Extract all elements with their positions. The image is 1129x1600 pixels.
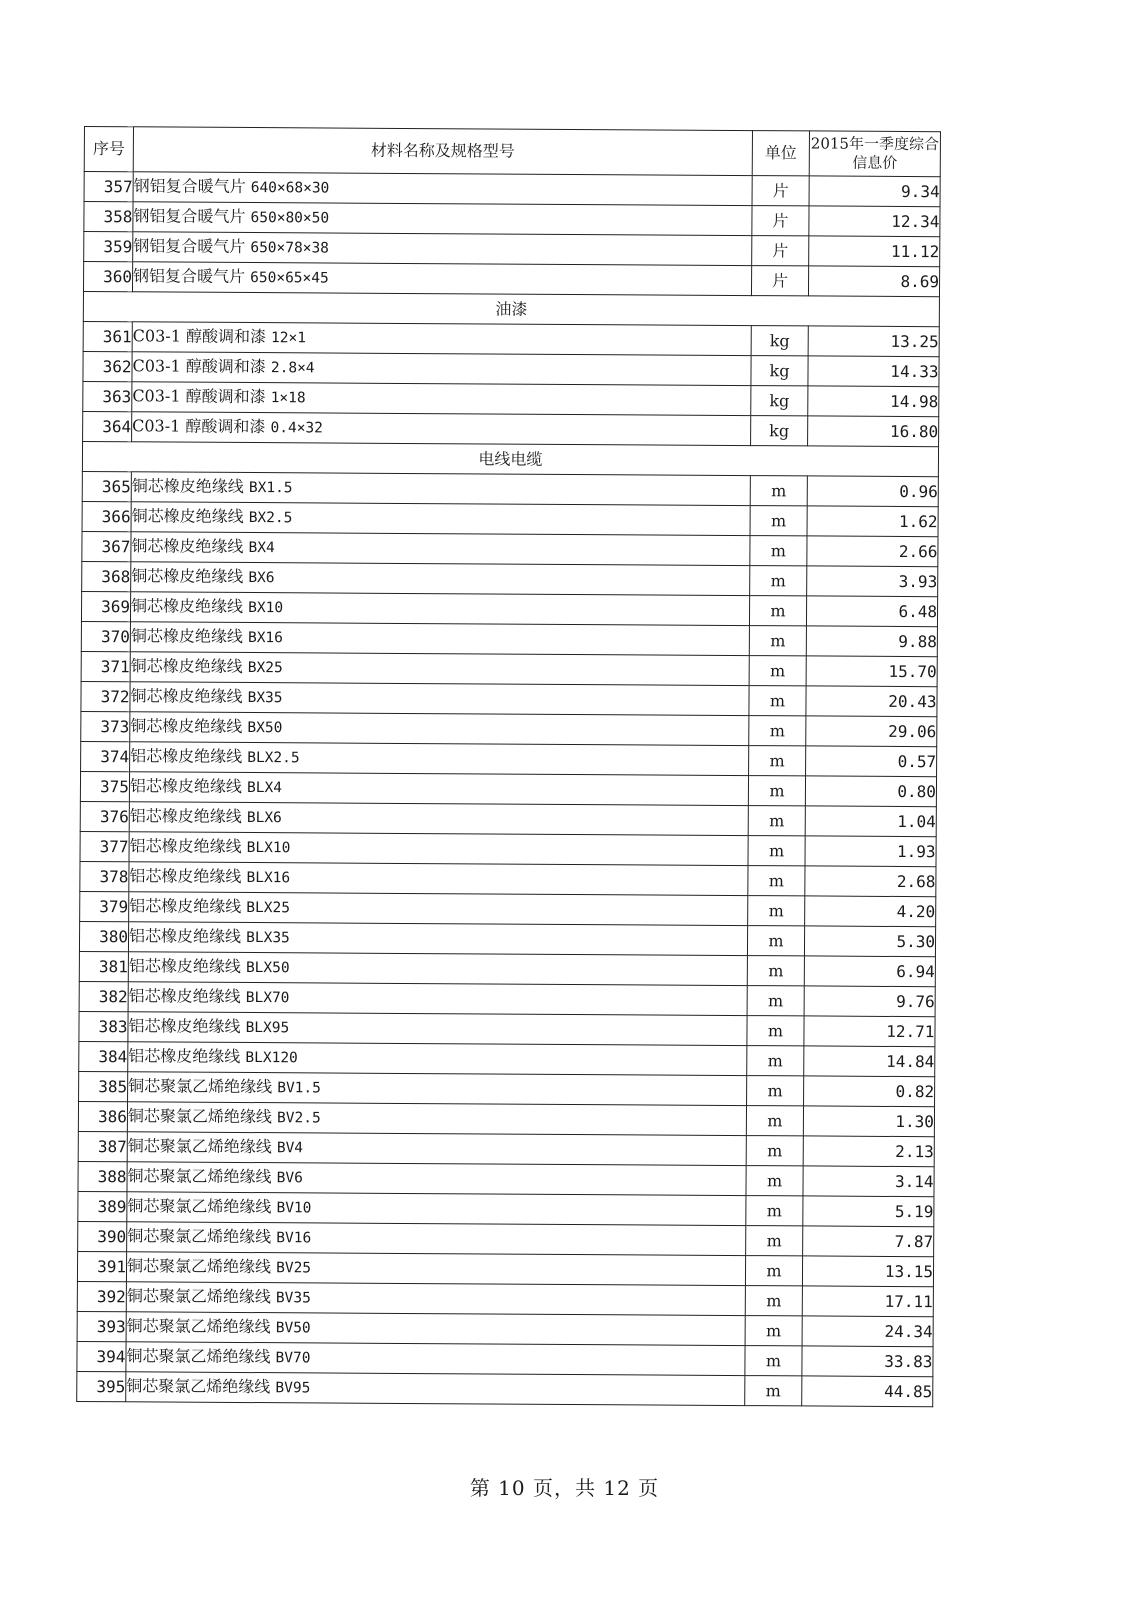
material-spec: BX50 — [247, 720, 283, 737]
unit-cell: m — [747, 1016, 804, 1046]
material-spec: 640×68×30 — [250, 180, 330, 197]
unit-cell: 片 — [752, 236, 809, 266]
material-cell — [132, 412, 751, 446]
material-name: 铜芯橡皮绝缘线 — [130, 626, 243, 646]
header-name: 材料名称及规格型号 — [133, 127, 752, 176]
unit-cell: m — [745, 1286, 802, 1316]
row-number: 394 — [77, 1341, 126, 1371]
unit-cell: m — [746, 1136, 803, 1166]
price-cell: 29.06 — [806, 716, 937, 747]
row-number: 383 — [79, 1011, 128, 1041]
unit-cell: m — [745, 1316, 802, 1346]
price-cell: 14.84 — [804, 1046, 935, 1077]
unit-cell: m — [748, 776, 805, 806]
material-cell — [128, 952, 747, 986]
unit-cell: m — [749, 656, 806, 686]
material-cell — [127, 1102, 746, 1136]
price-cell: 0.96 — [807, 476, 938, 507]
row-number: 380 — [79, 921, 128, 951]
material-cell — [127, 1162, 746, 1196]
material-spec: 2.8×4 — [270, 360, 315, 377]
material-cell — [129, 802, 748, 836]
material-cell — [129, 832, 748, 866]
row-number: 360 — [83, 262, 132, 292]
material-spec: BV4 — [276, 1140, 304, 1157]
material-name: 铜芯聚氯乙烯绝缘线 — [127, 1226, 272, 1247]
material-spec: 650×80×50 — [250, 210, 330, 227]
row-number: 363 — [83, 381, 132, 411]
section-title: 油漆 — [83, 291, 939, 326]
material-spec: BX10 — [248, 600, 284, 617]
unit-cell: 片 — [752, 176, 809, 206]
price-cell: 6.48 — [806, 596, 937, 627]
price-cell: 12.34 — [809, 206, 940, 237]
material-spec: BV2.5 — [277, 1110, 321, 1127]
price-cell: 15.70 — [806, 656, 937, 687]
price-cell: 17.11 — [802, 1286, 933, 1317]
material-spec: BLX95 — [245, 1020, 290, 1037]
material-spec: BLX70 — [245, 990, 290, 1007]
header-price: 2015年一季度综合信息价 — [809, 131, 940, 177]
price-cell: 13.15 — [802, 1256, 933, 1287]
material-cell — [133, 202, 752, 236]
material-name: 钢铝复合暖气片 — [133, 176, 246, 196]
price-cell: 7.87 — [803, 1226, 934, 1257]
material-cell — [126, 1312, 745, 1346]
row-number: 369 — [81, 591, 130, 621]
price-cell: 11.12 — [809, 236, 940, 267]
material-cell — [129, 892, 748, 926]
material-name: 铝芯橡皮绝缘线 — [129, 836, 242, 856]
header-no: 序号 — [84, 127, 133, 172]
row-number: 375 — [80, 771, 129, 801]
row-number: 361 — [83, 321, 132, 351]
material-name: 铜芯聚氯乙烯绝缘线 — [127, 1136, 272, 1157]
price-table — [76, 126, 941, 1407]
material-name: C03-1 醇酸调和漆 — [132, 386, 266, 407]
material-name: 铝芯橡皮绝缘线 — [128, 1046, 241, 1066]
row-number: 388 — [78, 1161, 127, 1191]
price-cell: 6.94 — [804, 956, 935, 987]
material-spec: BLX120 — [245, 1050, 298, 1067]
material-cell — [132, 352, 751, 386]
price-cell: 14.98 — [808, 386, 939, 417]
price-cell: 5.19 — [803, 1196, 934, 1227]
material-spec: BV1.5 — [277, 1080, 321, 1097]
material-name: 铝芯橡皮绝缘线 — [129, 896, 242, 916]
material-cell — [127, 1222, 746, 1256]
material-cell — [126, 1252, 745, 1286]
unit-cell: m — [747, 956, 804, 986]
row-number: 377 — [80, 831, 129, 861]
unit-cell: m — [747, 926, 804, 956]
material-spec: BLX16 — [246, 870, 291, 887]
material-spec: BV10 — [276, 1200, 312, 1217]
material-name: 铜芯聚氯乙烯绝缘线 — [128, 1076, 273, 1097]
unit-cell: m — [747, 986, 804, 1016]
price-cell: 5.30 — [804, 926, 935, 957]
unit-cell: m — [749, 746, 806, 776]
row-number: 386 — [78, 1101, 127, 1131]
price-cell: 14.33 — [808, 356, 939, 387]
header-unit: 单位 — [752, 131, 809, 176]
material-cell — [130, 592, 749, 626]
material-name: 铜芯橡皮绝缘线 — [131, 536, 244, 556]
material-name: 铜芯聚氯乙烯绝缘线 — [126, 1286, 271, 1307]
material-spec: BV35 — [275, 1290, 311, 1307]
material-name: 铜芯橡皮绝缘线 — [131, 506, 244, 526]
unit-cell: m — [745, 1346, 802, 1376]
material-name: 铜芯橡皮绝缘线 — [130, 686, 243, 706]
material-spec: 0.4×32 — [270, 420, 323, 437]
material-name: 铜芯聚氯乙烯绝缘线 — [127, 1166, 272, 1187]
material-name: 铝芯橡皮绝缘线 — [128, 1016, 241, 1036]
material-name: 铜芯聚氯乙烯绝缘线 — [126, 1376, 271, 1397]
material-name: 铝芯橡皮绝缘线 — [129, 866, 242, 886]
material-cell — [126, 1282, 745, 1316]
material-spec: BV16 — [276, 1230, 312, 1247]
material-cell — [128, 922, 747, 956]
row-number: 373 — [81, 711, 130, 741]
unit-cell: m — [748, 866, 805, 896]
material-spec: BV70 — [275, 1350, 311, 1367]
unit-cell: m — [750, 506, 807, 536]
material-spec: BLX25 — [246, 900, 291, 917]
price-cell: 0.57 — [806, 746, 937, 777]
material-spec: 650×65×45 — [250, 270, 329, 287]
row-number: 374 — [81, 741, 130, 771]
price-cell: 9.34 — [809, 176, 940, 207]
row-number: 364 — [83, 411, 132, 441]
material-name: 铜芯聚氯乙烯绝缘线 — [126, 1346, 271, 1367]
material-cell — [128, 1012, 747, 1046]
row-number: 392 — [77, 1281, 126, 1311]
price-cell: 2.68 — [805, 866, 936, 897]
price-cell: 1.04 — [805, 806, 936, 837]
material-spec: BX6 — [248, 570, 275, 587]
unit-cell: m — [749, 626, 806, 656]
unit-cell: 片 — [752, 206, 809, 236]
material-name: 钢铝复合暖气片 — [133, 236, 246, 256]
unit-cell: m — [750, 476, 807, 506]
price-cell: 44.85 — [802, 1376, 933, 1407]
price-cell: 9.88 — [806, 626, 937, 657]
material-cell — [127, 1132, 746, 1166]
row-number: 390 — [78, 1221, 127, 1251]
price-cell: 2.13 — [803, 1136, 934, 1167]
material-cell — [127, 1192, 746, 1226]
unit-cell: m — [746, 1106, 803, 1136]
material-name: 铝芯橡皮绝缘线 — [128, 956, 241, 976]
row-number: 358 — [84, 202, 133, 232]
material-cell — [131, 562, 750, 596]
row-number: 382 — [79, 981, 128, 1011]
price-cell: 24.34 — [802, 1316, 933, 1347]
price-cell: 8.69 — [808, 266, 939, 297]
row-number: 393 — [77, 1311, 126, 1341]
unit-cell: kg — [751, 416, 808, 446]
section-title: 电线电缆 — [82, 441, 938, 476]
row-number: 391 — [77, 1251, 126, 1281]
material-spec: BX2.5 — [248, 510, 293, 527]
row-number: 379 — [80, 891, 129, 921]
unit-cell: m — [746, 1196, 803, 1226]
row-number: 362 — [83, 351, 132, 381]
material-spec: 1×18 — [270, 390, 306, 407]
material-cell — [131, 472, 750, 506]
material-cell — [128, 982, 747, 1016]
material-name: C03-1 醇酸调和漆 — [132, 416, 266, 437]
material-cell — [132, 382, 751, 416]
material-spec: BX16 — [247, 630, 283, 647]
unit-cell: m — [748, 836, 805, 866]
row-number: 376 — [80, 801, 129, 831]
unit-cell: kg — [751, 326, 808, 356]
material-name: 铜芯橡皮绝缘线 — [131, 566, 244, 586]
material-cell — [128, 1072, 747, 1106]
material-cell — [130, 682, 749, 716]
row-number: 359 — [84, 232, 133, 262]
material-name: C03-1 醇酸调和漆 — [132, 356, 266, 377]
row-number: 370 — [81, 621, 130, 651]
material-name: 铜芯聚氯乙烯绝缘线 — [127, 1106, 273, 1127]
material-spec: BLX2.5 — [247, 750, 300, 767]
material-name: 铜芯聚氯乙烯绝缘线 — [127, 1196, 272, 1217]
unit-cell: m — [745, 1376, 802, 1406]
price-cell: 4.20 — [805, 896, 936, 927]
row-number: 395 — [77, 1371, 126, 1401]
price-cell: 1.62 — [807, 506, 938, 537]
unit-cell: m — [749, 716, 806, 746]
price-cell: 2.66 — [807, 536, 938, 567]
price-cell: 13.25 — [808, 326, 939, 357]
price-cell: 33.83 — [802, 1346, 933, 1377]
unit-cell: m — [749, 686, 806, 716]
unit-cell: m — [747, 1046, 804, 1076]
material-spec: BLX50 — [245, 960, 290, 977]
material-cell — [133, 172, 752, 206]
material-cell — [128, 1042, 747, 1076]
row-number: 372 — [81, 681, 130, 711]
price-cell: 9.76 — [804, 986, 935, 1017]
material-cell — [129, 772, 748, 806]
material-cell — [129, 862, 748, 896]
material-cell — [132, 262, 751, 296]
unit-cell: m — [746, 1166, 803, 1196]
row-number: 384 — [79, 1041, 128, 1071]
row-number: 366 — [82, 501, 131, 531]
material-cell — [130, 652, 749, 686]
material-cell — [131, 532, 750, 566]
material-spec: BV25 — [276, 1260, 312, 1277]
unit-cell: m — [745, 1256, 802, 1286]
material-name: 铜芯橡皮绝缘线 — [130, 656, 243, 676]
unit-cell: m — [750, 566, 807, 596]
row-number: 357 — [84, 172, 133, 202]
price-cell: 3.14 — [803, 1166, 934, 1197]
material-spec: BLX35 — [246, 930, 290, 947]
material-cell — [130, 622, 749, 656]
row-number: 367 — [82, 531, 131, 561]
price-cell: 0.82 — [804, 1076, 935, 1107]
material-cell — [133, 232, 752, 266]
page-number: 第 10 页，共 12 页 — [469, 1476, 660, 1500]
unit-cell: kg — [751, 356, 808, 386]
price-cell: 3.93 — [807, 566, 938, 597]
price-cell: 12.71 — [804, 1016, 935, 1047]
material-name: 铜芯橡皮绝缘线 — [131, 476, 244, 496]
material-name: 铜芯聚氯乙烯绝缘线 — [126, 1256, 272, 1277]
price-cell: 0.80 — [805, 776, 936, 807]
table-header-row — [84, 127, 940, 177]
row-number: 368 — [82, 561, 131, 591]
material-spec: BX25 — [247, 660, 283, 677]
material-spec: BV95 — [275, 1380, 311, 1397]
row-number: 385 — [79, 1071, 128, 1101]
material-name: 铜芯聚氯乙烯绝缘线 — [126, 1316, 271, 1337]
price-cell: 20.43 — [806, 686, 937, 717]
price-cell: 16.80 — [808, 416, 939, 447]
material-cell — [126, 1342, 745, 1376]
unit-cell: m — [748, 806, 805, 836]
material-name: 铝芯橡皮绝缘线 — [129, 806, 242, 826]
material-spec: BX35 — [247, 690, 283, 707]
unit-cell: m — [748, 896, 805, 926]
material-cell — [130, 742, 749, 776]
material-cell — [130, 712, 749, 746]
price-cell: 1.30 — [803, 1106, 934, 1137]
unit-cell: m — [749, 596, 806, 626]
material-spec: 650×78×38 — [250, 240, 329, 257]
row-number: 378 — [80, 861, 129, 891]
material-cell — [131, 502, 750, 536]
row-number: 365 — [82, 471, 131, 501]
unit-cell: m — [747, 1076, 804, 1106]
material-spec: BX1.5 — [248, 480, 293, 497]
material-name: 铝芯橡皮绝缘线 — [128, 926, 242, 946]
table-row — [77, 1371, 933, 1406]
material-name: C03-1 醇酸调和漆 — [132, 326, 267, 347]
unit-cell: m — [746, 1226, 803, 1256]
unit-cell: 片 — [751, 266, 808, 296]
row-number: 381 — [79, 951, 128, 981]
table-body — [77, 172, 940, 1407]
material-name: 铝芯橡皮绝缘线 — [128, 986, 241, 1006]
material-name: 铝芯橡皮绝缘线 — [130, 746, 243, 766]
row-number: 387 — [78, 1131, 127, 1161]
material-spec: BLX4 — [247, 780, 283, 797]
material-spec: BLX10 — [246, 840, 291, 857]
material-cell — [132, 322, 751, 356]
row-number: 389 — [78, 1191, 127, 1221]
material-name: 钢铝复合暖气片 — [133, 266, 246, 286]
material-spec: BLX6 — [246, 810, 282, 827]
material-name: 铜芯橡皮绝缘线 — [131, 596, 244, 616]
price-cell: 1.93 — [805, 836, 936, 867]
material-spec: BX4 — [248, 540, 275, 557]
material-name: 铜芯橡皮绝缘线 — [130, 716, 243, 736]
material-name: 铝芯橡皮绝缘线 — [129, 776, 243, 796]
material-spec: BV6 — [276, 1170, 303, 1187]
material-name: 钢铝复合暖气片 — [133, 206, 246, 226]
material-spec: 12×1 — [271, 330, 307, 347]
material-cell — [126, 1372, 745, 1406]
row-number: 371 — [81, 651, 130, 681]
unit-cell: kg — [751, 386, 808, 416]
material-spec: BV50 — [275, 1320, 311, 1337]
unit-cell: m — [750, 536, 807, 566]
